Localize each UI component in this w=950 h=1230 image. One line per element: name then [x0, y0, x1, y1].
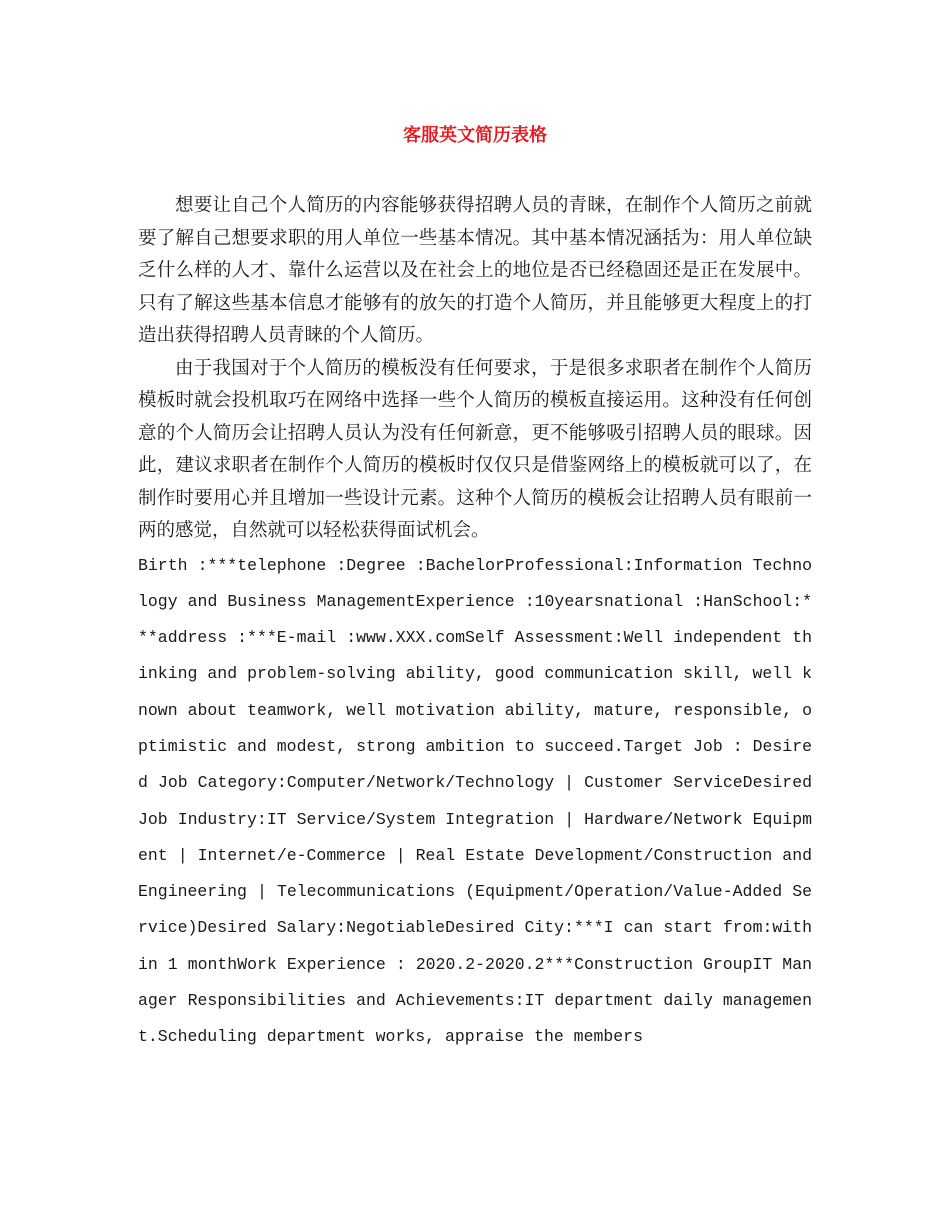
- template-advice-paragraph: 由于我国对于个人简历的模板没有任何要求，于是很多求职者在制作个人简历模板时就会投机取巧在网络中选择一些个人简历的模板直接运用。这种没有任何创意的个人简历会让招聘人员认为没有任何新意，更不能够吸引招聘人员的眼球。因此，建议求职者在制作个人简历的模板时仅仅只是借鉴网络上的模板就可以了，在制作时要用心并且增加一些设计元素。这种个人简历的模板会让招聘人员有眼前一两的感觉，自然就可以轻松获得面试机会。: [138, 357, 812, 541]
- intro-paragraph: 想要让自己个人简历的内容能够获得招聘人员的青睐，在制作个人简历之前就要了解自己想要求职的用人单位一些基本情况。其中基本情况涵括为：用人单位缺乏什么样的人才、靠什么运营以及在社会上的地位是否已经稳固还是正在发展中。只有了解这些基本信息才能够有的放矢的打造个人简历，并且能够更大程度上的打造出获得招聘人员青睐的个人简历。: [138, 195, 812, 346]
- document-title: 客服英文简历表格: [403, 125, 547, 146]
- document-body: [138, 190, 812, 1056]
- resume-details-text: Birth :***telephone :Degree :BachelorProfessional:Information Technology and Business ManagementExperience :10yearsnational :HanSchool:***address :***E-mail :www.XXX.comSelf Assessment:Well independent thinking and problem-solving ability, good communication skill, well known about teamwork, well motivation ability, mature, responsible, optimistic and modest, strong ambition to succeed.Target Job : Desired Job Category:Computer/Network/Technology | Customer ServiceDesired Job Industry:IT Service/System Integration | Hardware/Network Equipment | Internet/e-Commerce | Real Estate Development/Construction and Engineering | Telecommunications (Equipment/Operation/Value-Added Service)Desired Salary:NegotiableDesired City:***I can start from:within 1 monthWork Experience : 2020.2-2020.2***Construction GroupIT Manager Responsibilities and Achievements:IT department daily management.Scheduling department works, appraise the members: [138, 555, 812, 1047]
